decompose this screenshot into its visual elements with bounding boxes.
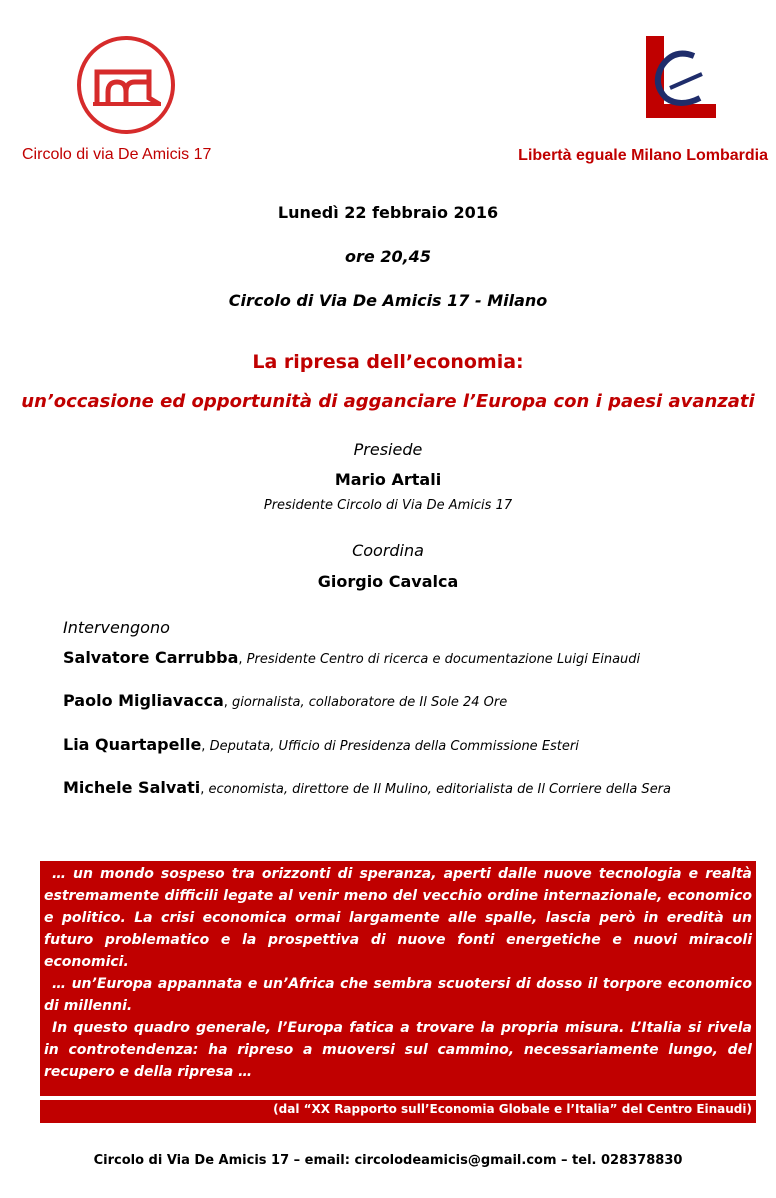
moderator-label: Coordina xyxy=(352,541,424,560)
quote-text xyxy=(44,863,752,1083)
quote-paragraph: … un’Europa appannata e un’Africa che sembra scuotersi di dosso il torpore economico di millenni. xyxy=(44,976,752,1014)
speaker-name: Paolo Migliavacca xyxy=(63,691,224,710)
speaker-role: Deputata, Ufficio di Presidenza della Commissione Esteri xyxy=(205,739,579,754)
speaker-entry xyxy=(63,691,507,710)
speaker-separator: , xyxy=(238,652,243,667)
speaker-entry xyxy=(63,735,579,754)
quote-source: (dal “XX Rapporto sull’Economia Globale e l’Italia” del Centro Einaudi) xyxy=(40,1100,756,1123)
speaker-separator: , xyxy=(200,782,205,797)
speaker-name: Lia Quartapelle xyxy=(63,735,202,754)
event-date: Lunedì 22 febbraio 2016 xyxy=(277,203,499,222)
speaker-name: Salvatore Carrubba xyxy=(63,648,239,667)
speaker-role: giornalista, collaboratore de Il Sole 24 Ore xyxy=(227,695,508,710)
quote-box xyxy=(40,861,756,1096)
footer-contact: Circolo di Via De Amicis 17 – email: circolodeamicis@gmail.com – tel. 028378830 xyxy=(93,1153,683,1168)
speaker-entry xyxy=(63,778,671,797)
speaker-role: economista, direttore de Il Mulino, editorialista de Il Corriere della Sera xyxy=(204,782,671,797)
speaker-role: Presidente Centro di ricerca e documentazione Luigi Einaudi xyxy=(242,652,641,667)
event-title: La ripresa dell’economia: xyxy=(252,351,524,373)
quote-paragraph: In questo quadro generale, l’Europa fatica a trovare la propria misura. L’Italia si rivela in controtendenza: ha ripreso a muoversi sul cammino, necessariamente lungo, del recupero e della ripresa … xyxy=(44,1020,752,1080)
circolo-logo-icon xyxy=(75,34,177,136)
quote-paragraph: … un mondo sospeso tra orizzonti di speranza, aperti dalle nuove tecnologia e realtà estremamente difficili legate al venir meno del vecchio ordine internazionale, economico e politico. La crisi economica ormai largamente alle spalle, lascia però in eredità un futuro problematico e la prospettiva di nuove fonti energetiche e nuovi miracoli economici. xyxy=(44,866,752,970)
right-organization-name: Libertà eguale Milano Lombardia xyxy=(518,147,768,164)
event-venue: Circolo di Via De Amicis 17 - Milano xyxy=(228,291,548,310)
chair-role: Presidente Circolo di Via De Amicis 17 xyxy=(263,498,513,513)
left-organization-name: Circolo di via De Amicis 17 xyxy=(22,146,212,163)
speaker-separator: , xyxy=(223,695,228,710)
chair-name: Mario Artali xyxy=(334,470,442,489)
speaker-separator: , xyxy=(201,739,206,754)
speaker-entry xyxy=(63,648,640,667)
liberta-eguale-logo-icon xyxy=(640,34,718,120)
speakers-label: Intervengono xyxy=(63,618,170,637)
moderator-name: Giorgio Cavalca xyxy=(317,572,459,591)
speaker-name: Michele Salvati xyxy=(63,778,201,797)
event-time: ore 20,45 xyxy=(345,247,431,266)
event-subtitle: un’occasione ed opportunità di agganciare l’Europa con i paesi avanzati xyxy=(21,391,755,412)
chair-label: Presiede xyxy=(353,440,423,459)
